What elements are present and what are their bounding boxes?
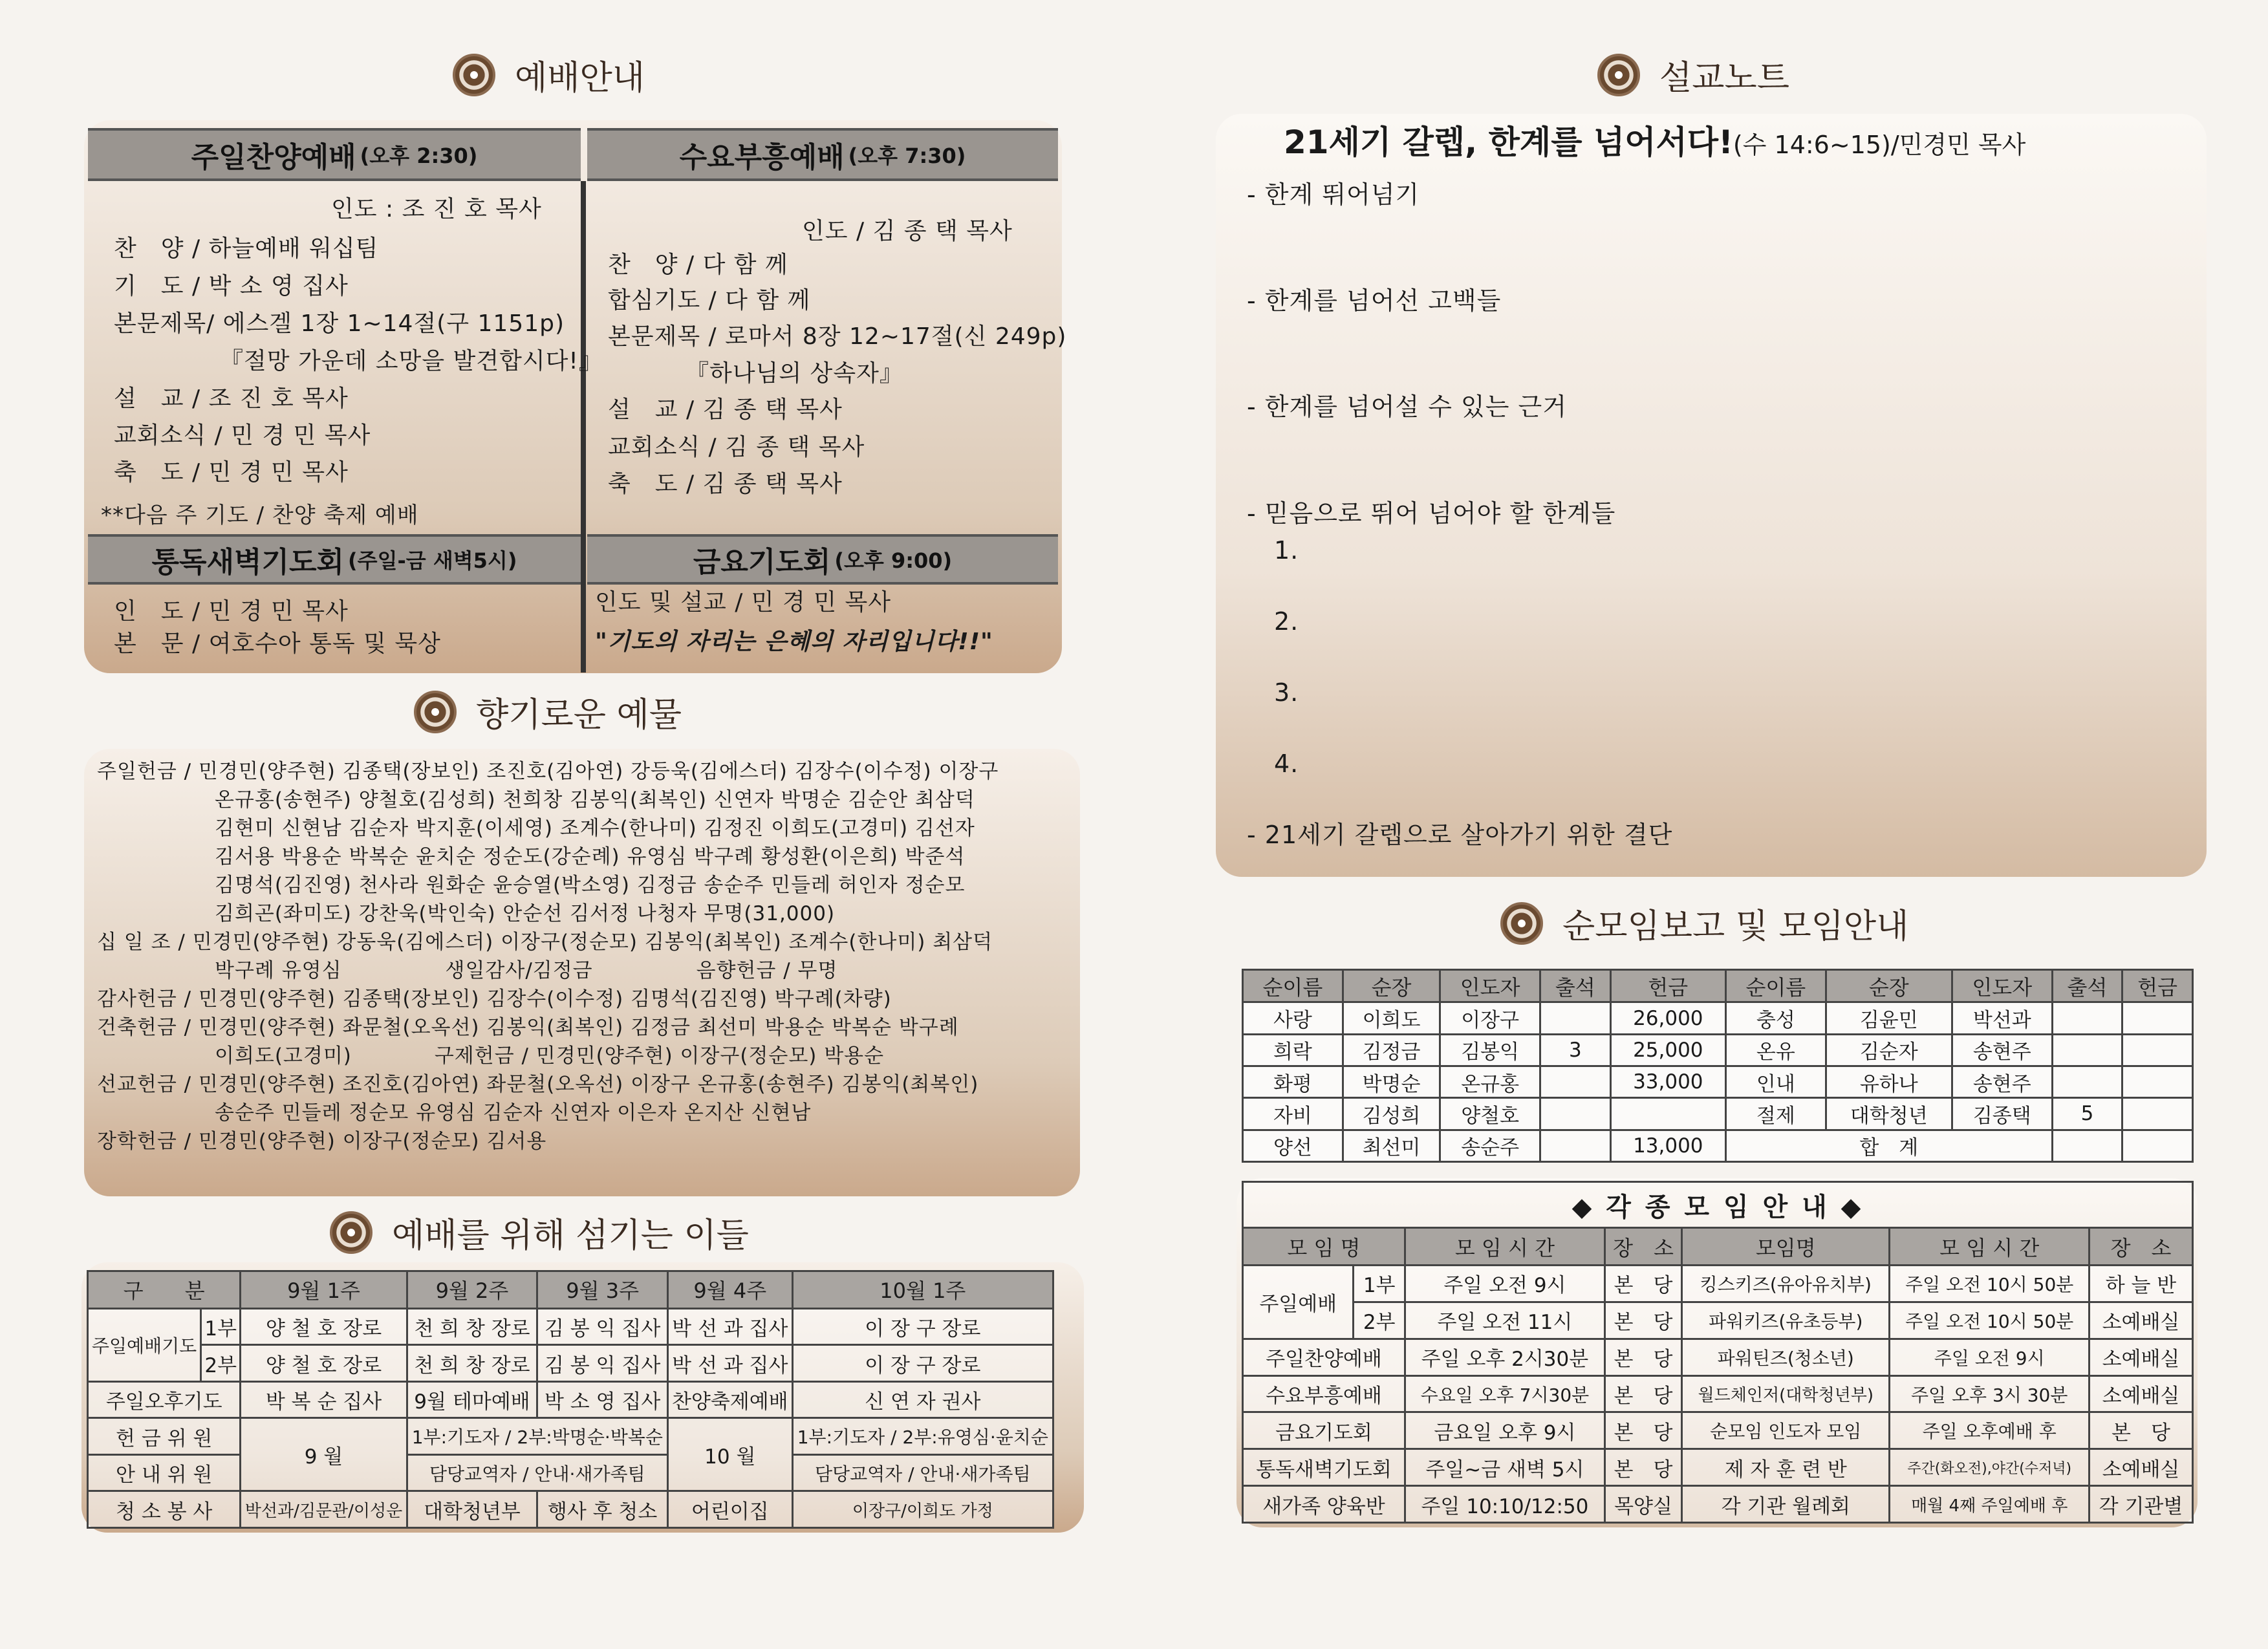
table-cell: 3 (1540, 1034, 1611, 1066)
sermon-heading (1284, 116, 2025, 163)
wednesday-leader: 인도 / 김 종 택 목사 (802, 218, 1013, 244)
table-cell: 대학청년 (1826, 1098, 1952, 1130)
list-item: 송순주 민들레 정순모 유영심 김순자 신연자 이은자 온지산 신현남 (215, 1101, 812, 1125)
row-label: 주일찬양예배 (1243, 1339, 1405, 1375)
table-header: 모임명 (1682, 1228, 1890, 1266)
table-cell: 주일 오전 9시 (1890, 1339, 2090, 1375)
table-cell: 본 당 (1604, 1266, 1681, 1302)
row-label: 안 내 위 원 (88, 1454, 241, 1491)
table-cell: 월드체인저(대학청년부) (1682, 1375, 1890, 1412)
church-logo-icon (414, 691, 457, 733)
table-cell: 찬양축제예배 (667, 1381, 792, 1418)
table-row (1243, 1302, 2193, 1339)
table-cell: 송현주 (1952, 1034, 2052, 1066)
church-logo-icon (1500, 902, 1543, 945)
table-cell: 최선미 (1343, 1130, 1440, 1161)
table-cell: 양철호 (1440, 1098, 1540, 1130)
table-cell: 화평 (1243, 1066, 1343, 1098)
list-item: 장학헌금 / 민경민(양주현) 이장구(정순모) 김서용 (97, 1130, 547, 1153)
table-cell: 이 장 구 장로 (792, 1308, 1053, 1345)
list-item: 주일헌금 / 민경민(양주현) 김종택(장보인) 조진호(김아연) 강등욱(김에스더) 김장수(이수정) 이장구 (97, 760, 999, 783)
sunday-worship-bar: 주일찬양예배 (오후 2:30) (88, 128, 581, 181)
row-label: 청 소 봉 사 (88, 1491, 241, 1528)
table-cell: 절제 (1725, 1098, 1826, 1130)
list-item: 설 교 / 김 종 택 목사 (608, 396, 843, 423)
list-item: 인도 및 설교 / 민 경 민 목사 (595, 589, 891, 616)
list-item: 인 도 / 민 경 민 목사 (114, 598, 349, 625)
list-item: 축 도 / 민 경 민 목사 (114, 459, 349, 486)
table-header: 장 소 (1604, 1228, 1681, 1266)
list-item: 『절망 가운데 소망을 발견합시다!』 (220, 348, 603, 374)
list-item: 온규홍(송현주) 양철호(김성희) 천희창 김봉익(최복인) 신연자 박명순 김순안 최삼덕 (215, 788, 975, 812)
table-cell (2122, 1130, 2193, 1161)
worship-title: 예배안내 (515, 59, 645, 98)
table-cell: 주일 오전 11시 (1405, 1302, 1604, 1339)
table-cell (2122, 1034, 2193, 1066)
sermon-title: 설교노트 (1659, 59, 1789, 98)
table-cell (2052, 1034, 2122, 1066)
list-item: "기도의 자리는 은혜의 자리입니다!!" (595, 629, 993, 655)
month-label: 10 월 (667, 1418, 792, 1491)
table-cell: 온규홍 (1440, 1066, 1540, 1098)
servers-section-title (330, 1208, 749, 1256)
table-cell (1540, 1130, 1611, 1161)
table-cell (1540, 1002, 1611, 1034)
list-item: 본문제목 / 로마서 8장 12~17절(신 249p) (608, 323, 1067, 350)
table-cell: 본 당 (1604, 1449, 1681, 1486)
list-item: 합심기도 / 다 함 께 (608, 287, 811, 314)
list-item: 김현미 신현남 김순자 박지훈(이세영) 조계수(한나미) 김정진 이희도(고경미) 김선자 (215, 817, 975, 840)
list-item: - 한계를 넘어설 수 있는 근거 (1247, 393, 1567, 421)
servers-table (87, 1270, 1054, 1529)
sunday-leader: 인도 : 조 진 호 목사 (331, 196, 542, 222)
part-label: 1부 (1354, 1266, 1405, 1302)
table-cell: 주일 오전 10시 50분 (1890, 1302, 2090, 1339)
sermon-panel (1216, 114, 2207, 877)
table-cell: 매월 4째 주일예배 후 (1890, 1486, 2090, 1523)
list-item: 찬 양 / 다 함 께 (608, 252, 788, 278)
table-cell: 주간(화오전),야간(수저녁) (1890, 1449, 2090, 1486)
row-label: 주일예배기도 (88, 1308, 201, 1381)
meetings-title: ◆ 각 종 모 임 안 내 ◆ (1243, 1182, 2193, 1228)
table-row (88, 1381, 1053, 1418)
table-header: 출석 (1540, 970, 1611, 1002)
table-header: 모 임 시 간 (1890, 1228, 2090, 1266)
table-cell: 김성희 (1343, 1098, 1440, 1130)
table-cell (1540, 1066, 1611, 1098)
table-header: 출석 (2052, 970, 2122, 1002)
table-cell: 13,000 (1610, 1130, 1725, 1161)
table-cell (2052, 1066, 2122, 1098)
meetings-table (1242, 1181, 2194, 1524)
row-label: 수요부흥예배 (1243, 1375, 1405, 1412)
list-item: 본문제목/ 에스겔 1장 1~14절(구 1151p) (114, 310, 565, 337)
list-item: - 21세기 갈렙으로 살아가기 위한 결단 (1247, 821, 1673, 849)
church-logo-icon (330, 1211, 373, 1254)
table-cell (2052, 1002, 2122, 1034)
table-cell: 1부:기도자 / 2부:박명순·박복순 (407, 1418, 667, 1455)
table-header: 인도자 (1952, 970, 2052, 1002)
soon-section-title (1500, 899, 1908, 947)
table-cell: 박명순 (1343, 1066, 1440, 1098)
table-header: 9월 4주 (667, 1271, 792, 1309)
table-cell: 신 연 자 권사 (792, 1381, 1053, 1418)
table-cell: 대학청년부 (407, 1491, 537, 1528)
table-cell: 이희도 (1343, 1002, 1440, 1034)
table-cell: 소예배실 (2089, 1302, 2192, 1339)
table-cell: 송현주 (1952, 1066, 2052, 1098)
list-item: 김희곤(좌미도) 강찬욱(박인숙) 안순선 김서정 나청자 무명(31,000) (215, 902, 836, 925)
table-cell: 소예배실 (2089, 1375, 2192, 1412)
table-cell: 주일 오후 2시30분 (1405, 1339, 1604, 1375)
table-header: 헌금 (2122, 970, 2193, 1002)
sermon-section-title (1597, 50, 1789, 99)
table-cell (2122, 1002, 2193, 1034)
table-cell: 킹스키즈(유아유치부) (1682, 1266, 1890, 1302)
table-header: 9월 1주 (241, 1271, 407, 1309)
list-item: 교회소식 / 민 경 민 목사 (114, 422, 371, 449)
table-cell: 담당교역자 / 안내·새가족팀 (407, 1454, 667, 1491)
table-cell: 박 선 과 집사 (667, 1345, 792, 1382)
list-item: 3. (1274, 678, 1299, 707)
table-cell: 박 복 순 집사 (241, 1381, 407, 1418)
offerings-section-title (414, 687, 682, 736)
sermon-reference: (수 14:6~15)/민경민 목사 (1733, 131, 2026, 159)
table-row (1243, 1034, 2193, 1066)
list-item: 교회소식 / 김 종 택 목사 (608, 434, 865, 460)
table-row (88, 1308, 1053, 1345)
table-header: 장 소 (2089, 1228, 2192, 1266)
table-cell: 박 소 영 집사 (537, 1381, 668, 1418)
table-row (1243, 1486, 2193, 1523)
table-cell: 주일 오후예배 후 (1890, 1412, 2090, 1449)
table-cell: 제 자 훈 련 반 (1682, 1449, 1890, 1486)
table-cell: 26,000 (1610, 1002, 1725, 1034)
table-cell: 양 철 호 장로 (241, 1308, 407, 1345)
row-label: 헌 금 위 원 (88, 1418, 241, 1455)
table-cell (2052, 1130, 2122, 1161)
sermon-heading-text: 21세기 갈렙, 한계를 넘어서다! (1284, 124, 1733, 161)
table-cell: 금요일 오후 9시 (1405, 1412, 1604, 1449)
servers-title: 예배를 위해 섬기는 이들 (392, 1216, 749, 1255)
soon-title: 순모임보고 및 모임안내 (1562, 907, 1909, 946)
table-cell: 충성 (1725, 1002, 1826, 1034)
table-header: 헌금 (1610, 970, 1725, 1002)
list-item: 감사헌금 / 민경민(양주현) 김종택(장보인) 김장수(이수정) 김명석(김진영) 박구례(차량) (97, 987, 892, 1011)
list-item: 박구례 유영심 생일감사/김정금 음향헌금 / 무명 (215, 959, 838, 982)
table-cell: 이 장 구 장로 (792, 1345, 1053, 1382)
table-cell: 본 당 (1604, 1339, 1681, 1375)
table-row (1243, 1002, 2193, 1034)
table-row (1243, 1130, 2193, 1161)
table-cell: 수요일 오후 7시30분 (1405, 1375, 1604, 1412)
table-cell: 5 (2052, 1098, 2122, 1130)
list-item: 축 도 / 김 종 택 목사 (608, 471, 843, 497)
table-cell (2122, 1066, 2193, 1098)
table-cell: 1부:기도자 / 2부:유영심·윤치순 (792, 1418, 1053, 1455)
table-cell: 김종택 (1952, 1098, 2052, 1130)
table-cell: 사랑 (1243, 1002, 1343, 1034)
table-cell: 행사 후 청소 (537, 1491, 668, 1528)
list-item: 본 문 / 여호수아 통독 및 묵상 (114, 630, 441, 657)
table-cell: 목양실 (1604, 1486, 1681, 1523)
table-cell: 본 당 (1604, 1375, 1681, 1412)
table-header: 10월 1주 (792, 1271, 1053, 1309)
table-cell: 희락 (1243, 1034, 1343, 1066)
table-header: 인도자 (1440, 970, 1540, 1002)
list-item: 1. (1274, 536, 1299, 565)
worship-section-title (453, 50, 645, 99)
table-cell: 이장구 (1440, 1002, 1540, 1034)
table-cell: 각 기관별 (2089, 1486, 2192, 1523)
table-cell: 어린이집 (667, 1491, 792, 1528)
dawn-prayer-bar: 통독새벽기도회 (주일-금 새벽5시) (88, 534, 581, 585)
table-cell: 김봉익 (1440, 1034, 1540, 1066)
church-logo-icon (453, 54, 495, 96)
table-cell: 순모임 인도자 모임 (1682, 1412, 1890, 1449)
table-cell: 본 당 (1604, 1302, 1681, 1339)
table-cell: 박 선 과 집사 (667, 1308, 792, 1345)
table-header: 9월 3주 (537, 1271, 668, 1309)
table-cell: 주일 오전 9시 (1405, 1266, 1604, 1302)
table-cell: 9월 테마예배 (407, 1381, 537, 1418)
vertical-divider (581, 181, 586, 673)
table-cell: 본 당 (2089, 1412, 2192, 1449)
table-cell: 각 기관 월례회 (1682, 1486, 1890, 1523)
table-row (1243, 1412, 2193, 1449)
table-cell: 천 희 창 장로 (407, 1308, 537, 1345)
list-item: 김명석(김진영) 천사라 원화순 윤승열(박소영) 김정금 송순주 민들레 허인자 정순모 (215, 874, 966, 897)
table-cell: 소예배실 (2089, 1339, 2192, 1375)
table-cell: 양선 (1243, 1130, 1343, 1161)
part-label: 2부 (201, 1345, 241, 1382)
table-cell: 김윤민 (1826, 1002, 1952, 1034)
part-label: 1부 (201, 1308, 241, 1345)
list-item: 건축헌금 / 민경민(양주현) 좌문철(오옥선) 김봉익(최복인) 김정금 최선미 박용순 박복순 박구례 (97, 1016, 959, 1039)
list-item: **다음 주 기도 / 찬양 축제 예배 (101, 502, 419, 528)
list-item: - 믿음으로 뛰어 넘어야 할 한계들 (1247, 499, 1616, 528)
table-cell: 담당교역자 / 안내·새가족팀 (792, 1454, 1053, 1491)
table-cell (1610, 1098, 1725, 1130)
table-cell: 25,000 (1610, 1034, 1725, 1066)
table-cell: 양 철 호 장로 (241, 1345, 407, 1382)
table-cell: 주일~금 새벽 5시 (1405, 1449, 1604, 1486)
table-row (88, 1491, 1053, 1528)
table-row (1243, 1266, 2193, 1302)
list-item: - 한계 뛰어넘기 (1247, 180, 1420, 209)
list-item: 찬 양 / 하늘예배 워십팀 (114, 235, 379, 262)
table-cell: 본 당 (1604, 1412, 1681, 1449)
month-label: 9 월 (241, 1418, 407, 1491)
table-row (1243, 1098, 2193, 1130)
table-cell: 송순주 (1440, 1130, 1540, 1161)
table-cell: 유하나 (1826, 1066, 1952, 1098)
table-cell: 소예배실 (2089, 1449, 2192, 1486)
table-header: 구 분 (88, 1271, 241, 1309)
table-cell (2122, 1098, 2193, 1130)
table-header: 모 임 시 간 (1405, 1228, 1604, 1266)
table-cell: 박선과/김문관/이성운 (241, 1491, 407, 1528)
table-cell: 자비 (1243, 1098, 1343, 1130)
row-label: 주일오후기도 (88, 1381, 241, 1418)
church-logo-icon (1597, 54, 1640, 96)
soon-report-table (1242, 969, 2194, 1163)
table-row (88, 1345, 1053, 1382)
table-row (88, 1418, 1053, 1455)
table-row (88, 1454, 1053, 1491)
table-cell: 인내 (1725, 1066, 1826, 1098)
table-cell: 김순자 (1826, 1034, 1952, 1066)
list-item: 기 도 / 박 소 영 집사 (114, 273, 349, 299)
table-cell: 온유 (1725, 1034, 1826, 1066)
table-cell: 파워키즈(유초등부) (1682, 1302, 1890, 1339)
wednesday-worship-bar: 수요부흥예배 (오후 7:30) (587, 128, 1058, 181)
table-cell: 하 늘 반 (2089, 1266, 2192, 1302)
table-row (1243, 1339, 2193, 1375)
list-item: 이희도(고경미) 구제헌금 / 민경민(양주현) 이장구(정순모) 박용순 (215, 1044, 885, 1068)
friday-prayer-bar: 금요기도회 (오후 9:00) (587, 534, 1058, 585)
table-row (1243, 1066, 2193, 1098)
list-item: 2. (1274, 607, 1299, 636)
table-header: 순장 (1343, 970, 1440, 1002)
part-label: 2부 (1354, 1302, 1405, 1339)
table-header: 9월 2주 (407, 1271, 537, 1309)
table-cell: 박선과 (1952, 1002, 2052, 1034)
row-label: 통독새벽기도회 (1243, 1449, 1405, 1486)
table-row (1243, 1449, 2193, 1486)
list-item: 십 일 조 / 민경민(양주현) 강동욱(김에스더) 이장구(정순모) 김봉익(최복인) 조계수(한나미) 최삼덕 (97, 931, 993, 954)
table-row (1243, 1375, 2193, 1412)
list-item: 『하나님의 상속자』 (686, 360, 903, 387)
row-label: 주일예배 (1243, 1266, 1354, 1339)
list-item: - 한계를 넘어선 고백들 (1247, 286, 1502, 315)
table-header: 모 임 명 (1243, 1228, 1405, 1266)
row-label: 새가족 양육반 (1243, 1486, 1405, 1523)
table-cell: 주일 오후 3시 30분 (1890, 1375, 2090, 1412)
total-label: 합 계 (1725, 1130, 2052, 1161)
table-cell: 김정금 (1343, 1034, 1440, 1066)
table-cell: 33,000 (1610, 1066, 1725, 1098)
list-item: 설 교 / 조 진 호 목사 (114, 385, 349, 412)
table-cell (1540, 1098, 1611, 1130)
table-header: 순장 (1826, 970, 1952, 1002)
table-cell: 김 봉 익 집사 (537, 1308, 668, 1345)
table-cell: 김 봉 익 집사 (537, 1345, 668, 1382)
table-header: 순이름 (1725, 970, 1826, 1002)
offerings-title: 향기로운 예물 (476, 696, 682, 735)
table-cell: 파워틴즈(청소년) (1682, 1339, 1890, 1375)
table-cell: 주일 10:10/12:50 (1405, 1486, 1604, 1523)
row-label: 금요기도회 (1243, 1412, 1405, 1449)
list-item: 김서용 박용순 박복순 윤치순 정순도(강순례) 유영심 박구례 황성환(이은희) 박준석 (215, 845, 966, 868)
table-header: 순이름 (1243, 970, 1343, 1002)
list-item: 4. (1274, 749, 1299, 778)
table-cell: 천 희 창 장로 (407, 1345, 537, 1382)
table-cell: 이장구/이희도 가정 (792, 1491, 1053, 1528)
table-cell: 주일 오전 10시 50분 (1890, 1266, 2090, 1302)
list-item: 선교헌금 / 민경민(양주현) 조진호(김아연) 좌문철(오옥선) 이장구 온규홍(송현주) 김봉익(최복인) (97, 1073, 979, 1096)
